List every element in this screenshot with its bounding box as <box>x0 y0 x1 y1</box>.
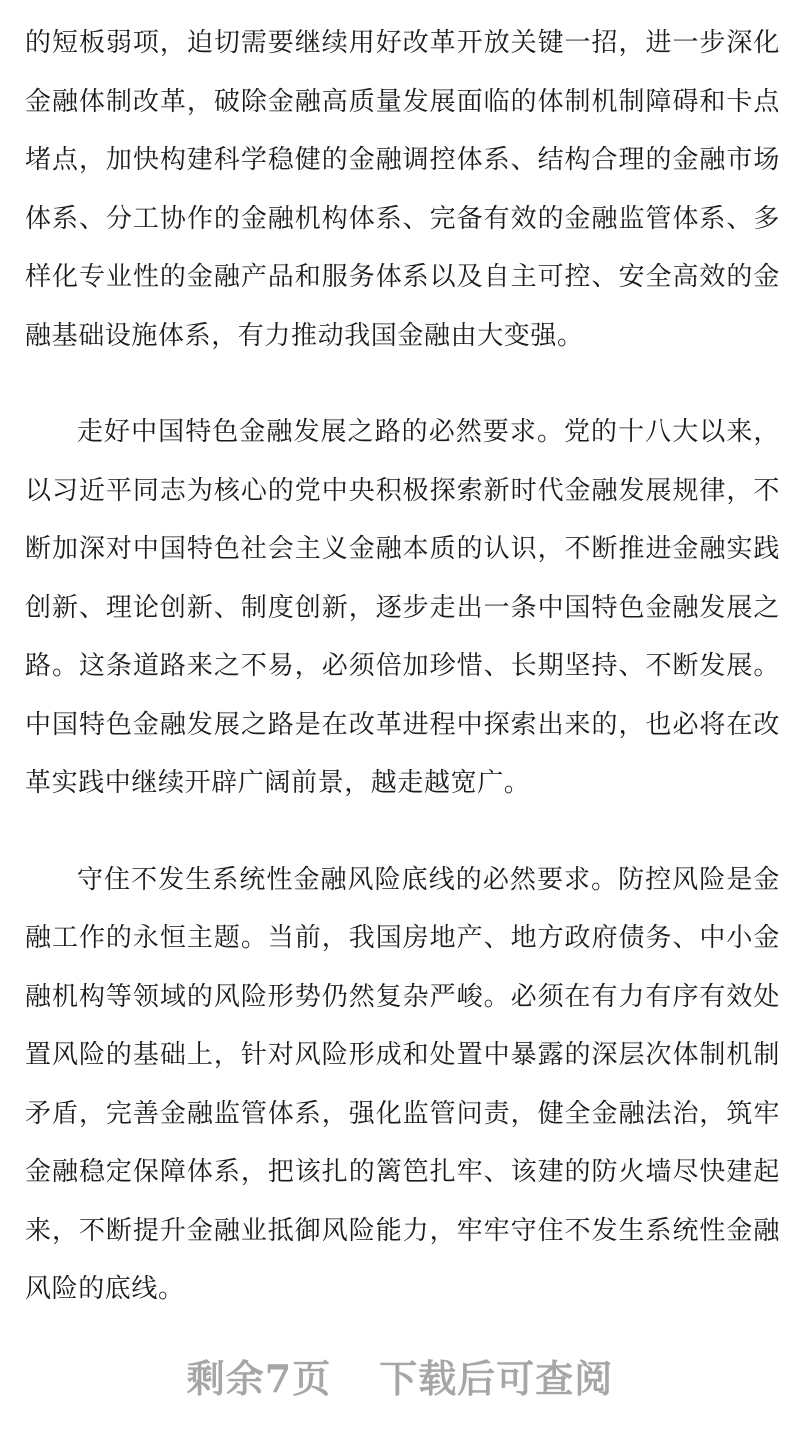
paragraph-systemic-risk: 守住不发生系统性金融风险底线的必然要求。防控风险是金融工作的永恒主题。当前，我国房地产、地方政府债务、中小金融机构等领域的风险形势仍然复杂严峻。必须在有力有序有效处置风险的基础上，针对风险形成和处置中暴露的深层次体制机制矛盾，完善金融监管体系，强化监管问责，健全金融法治，筑牢金融稳定保障体系，把该扎的篱笆扎牢、该建的防火墙尽快建起来，不断提升金融业抵御风险能力，牢牢守住不发生系统性金融风险的底线。 <box>25 864 780 1304</box>
download-prompt[interactable] <box>0 1340 800 1410</box>
paragraph-continuation: 的短板弱项，迫切需要继续用好改革开放关键一招，进一步深化金融体制改革，破除金融高质量发展面临的体制机制障碍和卡点堵点，加快构建科学稳健的金融调控体系、结构合理的金融市场体系、分工协作的金融机构体系、完备有效的金融监管体系、多样化专业性的金融产品和服务体系以及自主可控、安全高效的金融基础设施体系，有力推动我国金融由大变强。 <box>25 28 780 351</box>
remaining-pages-label: 剩余7页 <box>186 1355 332 1401</box>
document-body <box>25 14 780 1319</box>
paragraph-gap <box>25 813 780 851</box>
download-to-view-link[interactable]: 下载后可查阅 <box>379 1355 614 1401</box>
paragraph-china-finance-path: 走好中国特色金融发展之路的必然要求。党的十八大以来，以习近平同志为核心的党中央积极探索新时代金融发展规律，不断加深对中国特色社会主义金融本质的认识，不断推进金融实践创新、理论创新、制度创新，逐步走出一条中国特色金融发展之路。这条道路来之不易，必须倍加珍惜、长期坚持、不断发展。中国特色金融发展之路是在改革进程中探索出来的，也必将在改革实践中继续开辟广阔前景，越走越宽广。 <box>25 417 780 798</box>
paragraph-gap <box>25 365 780 403</box>
